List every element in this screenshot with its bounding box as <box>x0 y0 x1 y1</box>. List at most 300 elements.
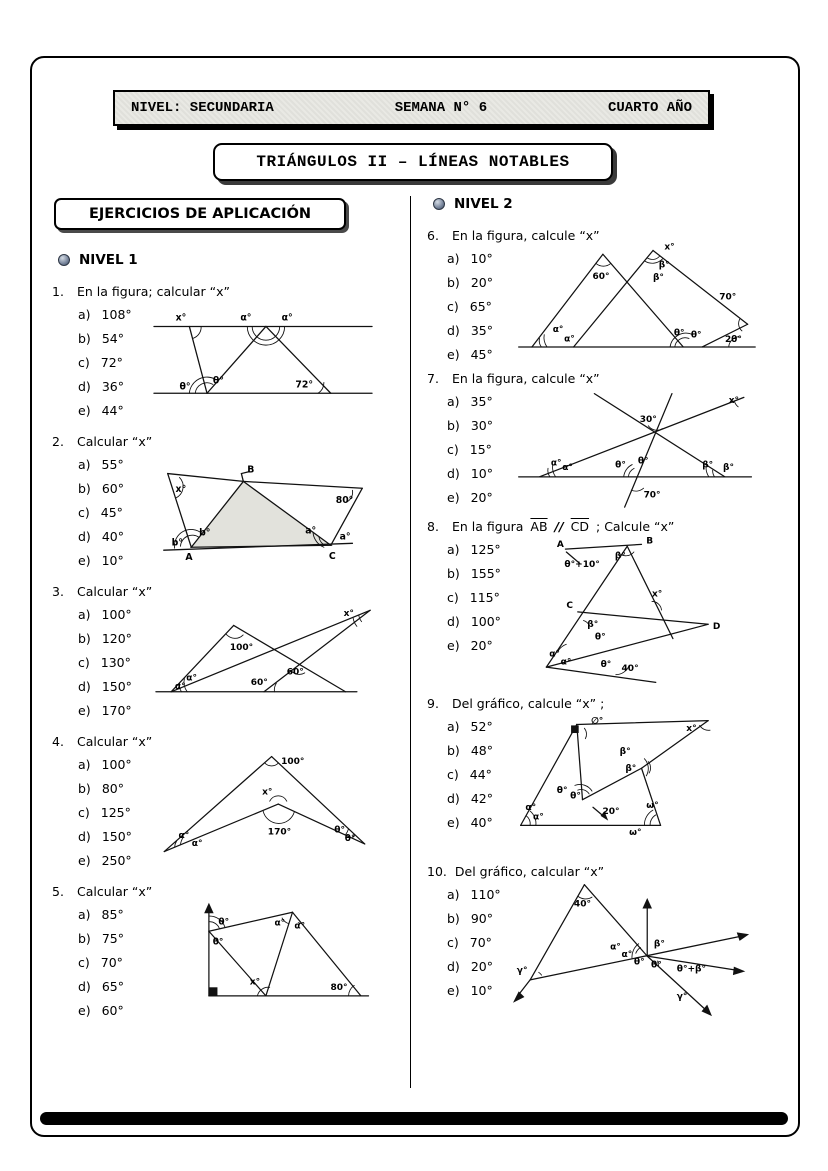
angle-label: θ° <box>218 917 230 928</box>
ejercicios-box-label: EJERCICIOS DE APLICACIÓN <box>88 206 312 222</box>
angle-label: θ° <box>212 375 224 387</box>
angle-label: α° <box>525 803 537 814</box>
vertex-label: B <box>646 536 654 547</box>
choices-list <box>427 719 513 830</box>
choice <box>78 481 150 496</box>
angle-label: α° <box>610 942 621 953</box>
choice <box>78 931 150 946</box>
angle-label: θ° <box>570 791 581 802</box>
figure-problem-2 <box>150 447 376 563</box>
angle-label: θ°+10° <box>564 560 600 571</box>
choice <box>447 323 513 338</box>
angle-label: θ° <box>594 632 606 643</box>
angle-label: x° <box>728 396 740 407</box>
angle-label: α° <box>549 649 560 660</box>
choice <box>447 935 513 950</box>
globe-bullet-icon <box>433 198 445 210</box>
figure-problem-7 <box>513 384 759 512</box>
angle-label: α° <box>174 681 186 692</box>
angle-label: θ° <box>615 460 626 471</box>
problem-4 <box>52 734 404 868</box>
choice-key: b) <box>447 418 460 433</box>
choice <box>78 979 150 994</box>
choice-value: 10° <box>101 553 124 568</box>
choice <box>78 331 150 346</box>
problem-number: 4. <box>52 734 64 749</box>
figure-problem-4 <box>150 747 378 863</box>
choice-key: d) <box>447 791 460 806</box>
angle-label: α° <box>532 812 544 823</box>
angle-label: α° <box>281 312 293 324</box>
choice-key: a) <box>78 757 91 772</box>
angle-label: 100° <box>229 643 254 654</box>
problem-number: 10. <box>427 864 447 879</box>
problem-5 <box>52 884 404 1018</box>
choice-key: d) <box>78 679 91 694</box>
header-level: NIVEL: SECUNDARIA <box>131 100 274 116</box>
angle-label: β° <box>587 620 599 631</box>
right-column <box>411 196 784 1088</box>
segment-ab-label: $\overline{AB}$ <box>530 519 548 534</box>
angle-label: 40° <box>621 663 639 674</box>
angle-label: α° <box>552 324 564 335</box>
problem-1 <box>52 284 404 418</box>
question-text: En la figura, calcule “x” <box>452 371 600 386</box>
choice-value: 54° <box>101 331 124 346</box>
angle-label: ω° <box>629 827 642 838</box>
choice-value: 125° <box>470 542 501 557</box>
problem-number: 3. <box>52 584 64 599</box>
choice <box>78 907 150 922</box>
segment-cd-label: $\overline{CD}$ <box>570 519 590 534</box>
angle-label: α° <box>274 918 286 929</box>
choice <box>447 275 513 290</box>
angle-label: x° <box>686 724 697 735</box>
choice <box>447 614 513 629</box>
angle-label: 20° <box>602 806 620 817</box>
choice <box>447 418 513 433</box>
parallel-symbol: // <box>554 519 564 534</box>
angle-label: 72° <box>295 379 314 391</box>
choice <box>447 743 513 758</box>
choice-value: 70° <box>100 955 123 970</box>
vertex-label: C <box>566 601 573 612</box>
problem-question <box>77 434 155 449</box>
choice-value: 36° <box>101 379 124 394</box>
choice <box>78 529 150 544</box>
choice-value: 125° <box>100 805 131 820</box>
figure-problem-9 <box>513 709 751 857</box>
angle-label: β° <box>653 939 665 950</box>
choice <box>447 590 513 605</box>
choice-key: a) <box>78 457 91 472</box>
choices-list <box>427 394 513 505</box>
choice <box>447 299 513 314</box>
nivel-1-heading <box>58 252 404 268</box>
choice <box>78 781 150 796</box>
problem-7 <box>427 371 784 512</box>
angle-label: θ° <box>600 660 612 671</box>
figure-problem-5 <box>150 897 378 1013</box>
choices-list <box>52 757 150 868</box>
choice-value: 60° <box>101 1003 124 1018</box>
worksheet-title <box>213 143 613 181</box>
angle-label: α° <box>240 312 252 324</box>
choice-value: 20° <box>470 959 493 974</box>
angle-label: x° <box>343 608 354 619</box>
choice <box>447 490 513 505</box>
choice-value: 100° <box>101 607 132 622</box>
choice <box>447 442 513 457</box>
angle-label: β° <box>619 746 631 757</box>
choice <box>447 719 513 734</box>
choice <box>78 307 150 322</box>
angle-label: θ° <box>637 456 649 467</box>
angle-label: 40° <box>573 899 592 910</box>
choices-list <box>52 307 150 418</box>
worksheet-title-text: TRIÁNGULOS II – LÍNEAS NOTABLES <box>256 153 570 171</box>
choice-key: e) <box>78 553 91 568</box>
angle-label: 70° <box>643 490 661 501</box>
choice-value: 70° <box>469 935 492 950</box>
choice-value: 150° <box>101 829 132 844</box>
choice-value: 65° <box>469 299 492 314</box>
choice <box>447 791 513 806</box>
choice-value: 120° <box>101 631 132 646</box>
angle-label: θ° <box>212 937 224 948</box>
choice-value: 60° <box>101 481 124 496</box>
choice-key: b) <box>78 331 91 346</box>
choice-value: 130° <box>100 655 131 670</box>
choice-key: a) <box>447 394 460 409</box>
angle-label: 100° <box>281 757 305 768</box>
choice-value: 10° <box>470 466 493 481</box>
choice <box>447 542 513 557</box>
vertex-label: B <box>247 464 255 476</box>
choice-value: 55° <box>101 457 124 472</box>
angle-label: x° <box>175 484 187 496</box>
choice-value: 44° <box>101 403 124 418</box>
angle-label: α° <box>191 838 203 849</box>
angle-label: 170° <box>267 827 292 838</box>
header-week: SEMANA N° 6 <box>394 100 488 116</box>
choice-value: 150° <box>101 679 132 694</box>
choice <box>78 1003 150 1018</box>
header-bar <box>113 90 710 126</box>
angle-label: α° <box>564 334 575 345</box>
choice-value: 155° <box>470 566 501 581</box>
problem-number: 2. <box>52 434 64 449</box>
choice-value: 10° <box>470 983 493 998</box>
choice-value: 20° <box>470 490 493 505</box>
choice-key: d) <box>447 323 460 338</box>
choice <box>447 347 513 362</box>
angle-label: θ° <box>690 330 702 341</box>
angle-label: β° <box>723 463 734 474</box>
choice-value: 20° <box>470 275 493 290</box>
question-text: Calcular “x” <box>77 584 153 599</box>
ejercicios-box <box>54 198 346 230</box>
choice-value: 10° <box>470 251 493 266</box>
content-columns <box>52 196 784 1088</box>
vertex-label: D <box>712 622 721 633</box>
choice-key: b) <box>447 911 460 926</box>
angle-label: α° <box>178 831 190 842</box>
problem-3 <box>52 584 404 718</box>
angle-label: x° <box>249 977 261 988</box>
choice <box>78 631 150 646</box>
angle-label: α° <box>560 657 572 668</box>
choice-key: b) <box>78 931 91 946</box>
choices-list <box>427 542 513 653</box>
choice-key: c) <box>78 955 90 970</box>
question-text: ; Calcule “x” <box>596 519 675 534</box>
choice-key: c) <box>447 590 459 605</box>
choice <box>78 955 150 970</box>
choice-key: a) <box>447 251 460 266</box>
choices-list <box>52 607 150 718</box>
choice <box>447 911 513 926</box>
choice-value: 44° <box>469 767 492 782</box>
angle-label: α° <box>186 673 197 684</box>
choice-value: 20° <box>470 638 493 653</box>
choice-key: e) <box>447 347 460 362</box>
angle-label: 80° <box>335 495 354 507</box>
choice <box>447 466 513 481</box>
choice-key: e) <box>447 490 460 505</box>
choice-key: d) <box>78 829 91 844</box>
choice-key: c) <box>447 935 459 950</box>
problem-number: 8. <box>427 519 439 534</box>
angle-label: 2θ° <box>724 335 742 346</box>
header-grade: CUARTO AÑO <box>607 100 692 116</box>
problem-number: 5. <box>52 884 64 899</box>
choice-key: a) <box>447 542 460 557</box>
choice-key: c) <box>78 655 90 670</box>
choice-key: d) <box>447 614 460 629</box>
choice <box>78 505 150 520</box>
choice-value: 90° <box>470 911 493 926</box>
question-text: En la figura, calcule “x” <box>452 228 600 243</box>
angle-label: a° <box>339 531 351 543</box>
choice-key: e) <box>78 853 91 868</box>
angle-label: α° <box>621 950 633 961</box>
figure-problem-3 <box>150 597 378 706</box>
choice <box>78 355 150 370</box>
choice <box>447 394 513 409</box>
choice-key: b) <box>447 566 460 581</box>
choice <box>447 566 513 581</box>
nivel-2-heading <box>433 196 784 212</box>
choice-value: 100° <box>101 757 132 772</box>
choice-key: d) <box>78 979 91 994</box>
choice-value: 45° <box>100 505 123 520</box>
problem-question <box>77 734 155 749</box>
choice-key: d) <box>447 466 460 481</box>
choice <box>447 887 513 902</box>
choice-key: d) <box>78 379 91 394</box>
problem-number: 1. <box>52 284 64 299</box>
angle-label: 70° <box>719 292 737 303</box>
angle-label: b° <box>199 527 211 539</box>
angle-label: x° <box>262 787 273 798</box>
choice <box>78 853 150 868</box>
choice-key: b) <box>78 631 91 646</box>
problem-10 <box>427 864 784 1020</box>
angle-label: θ° <box>344 834 356 845</box>
choice <box>447 638 513 653</box>
angle-label: β° <box>702 460 714 471</box>
choice-value: 65° <box>101 979 124 994</box>
choice-key: c) <box>447 299 459 314</box>
angle-label: 60° <box>592 271 610 282</box>
vertex-label: C <box>328 551 336 563</box>
choice-value: 170° <box>101 703 132 718</box>
choice-key: b) <box>447 743 460 758</box>
choice-key: a) <box>78 607 91 622</box>
choice-value: 35° <box>470 323 493 338</box>
angle-label: 80° <box>330 983 348 994</box>
nivel-2-label: NIVEL 2 <box>454 196 513 212</box>
question-text: Calcular “x” <box>77 734 153 749</box>
choice-key: c) <box>447 442 459 457</box>
angle-label: α° <box>562 463 573 474</box>
angle-label: θ° <box>556 785 568 796</box>
question-text: Del gráfico, calcule “x” ; <box>452 696 605 711</box>
angle-label: α° <box>550 458 562 469</box>
choice <box>447 815 513 830</box>
choice <box>78 805 150 820</box>
choice-key: c) <box>78 505 90 520</box>
choice-key: e) <box>78 1003 91 1018</box>
figure-problem-10 <box>513 877 751 1020</box>
left-column <box>52 196 404 1088</box>
angle-label: x° <box>175 312 187 324</box>
choice <box>78 379 150 394</box>
choice-key: e) <box>447 815 460 830</box>
angle-label: θ°+β° <box>676 964 707 975</box>
choice-value: 80° <box>101 781 124 796</box>
problem-8 <box>427 519 784 689</box>
choice-value: 72° <box>100 355 123 370</box>
choice-key: e) <box>78 703 91 718</box>
choice <box>447 959 513 974</box>
angle-label: 30° <box>639 414 657 425</box>
angle-label: β° <box>614 551 626 562</box>
question-text: Del gráfico, calcular “x” <box>454 864 605 879</box>
footer-bar <box>40 1112 788 1125</box>
choice-value: 115° <box>469 590 500 605</box>
choice-key: d) <box>78 529 91 544</box>
choice <box>78 757 150 772</box>
angle-label: θ° <box>334 825 346 836</box>
choice <box>78 553 150 568</box>
choice-value: 75° <box>101 931 124 946</box>
angle-label: γ° <box>516 966 528 977</box>
angle-label: θ° <box>651 960 662 971</box>
figure-problem-1 <box>150 297 376 407</box>
choice-value: 100° <box>470 614 501 629</box>
choice-key: b) <box>447 275 460 290</box>
question-text: Calcular “x” <box>77 434 153 449</box>
choice <box>447 251 513 266</box>
choice-key: a) <box>78 907 91 922</box>
angle-label: ω° <box>646 801 659 812</box>
choice-value: 48° <box>470 743 493 758</box>
choice-value: 35° <box>470 394 493 409</box>
choice <box>78 703 150 718</box>
choice-key: d) <box>447 959 460 974</box>
globe-bullet-icon <box>58 254 70 266</box>
choice-key: a) <box>78 307 91 322</box>
choice-key: c) <box>78 805 90 820</box>
choice-key: e) <box>78 403 91 418</box>
angle-label: α° <box>294 921 306 932</box>
choice-key: e) <box>447 983 460 998</box>
problem-question <box>77 884 155 899</box>
choice-value: 40° <box>470 815 493 830</box>
choice-value: 42° <box>470 791 493 806</box>
choice-value: 52° <box>470 719 493 734</box>
angle-label: ∅° <box>591 716 604 727</box>
choices-list <box>52 907 150 1018</box>
angle-label: θ° <box>633 957 645 968</box>
figure-problem-6 <box>513 241 759 364</box>
choice-key: c) <box>447 767 459 782</box>
choice-value: 45° <box>470 347 493 362</box>
angle-label: β° <box>653 272 664 283</box>
angle-label: θ° <box>673 328 685 339</box>
choice <box>447 767 513 782</box>
problem-2 <box>52 434 404 568</box>
choice <box>78 607 150 622</box>
choice-value: 250° <box>101 853 132 868</box>
question-text: Calcular “x” <box>77 884 153 899</box>
vertex-label: A <box>556 540 564 551</box>
choices-list <box>52 457 150 568</box>
problem-9 <box>427 696 784 857</box>
angle-label: γ° <box>676 991 688 1002</box>
question-text: En la figura; calcular “x” <box>77 284 231 299</box>
angle-label: a° <box>305 525 317 537</box>
figure-problem-8 <box>513 532 751 689</box>
choices-list <box>427 887 513 998</box>
choice <box>78 457 150 472</box>
choice-key: c) <box>78 355 90 370</box>
problem-question <box>77 584 155 599</box>
choice-key: b) <box>78 781 91 796</box>
choice-value: 40° <box>101 529 124 544</box>
choice <box>78 679 150 694</box>
choice-key: a) <box>447 719 460 734</box>
angle-label: 60° <box>250 678 268 689</box>
problem-number: 9. <box>427 696 439 711</box>
choice-value: 108° <box>101 307 132 322</box>
angle-label: β° <box>625 764 637 775</box>
angle-label: x° <box>664 242 675 253</box>
choice <box>78 829 150 844</box>
question-text: En la figura <box>452 519 524 534</box>
problem-6 <box>427 228 784 364</box>
angle-label: x° <box>651 589 663 600</box>
vertex-label: A <box>185 552 193 563</box>
choice <box>78 655 150 670</box>
choice-key: b) <box>78 481 91 496</box>
angle-label: β° <box>658 260 670 271</box>
choice-value: 85° <box>101 907 124 922</box>
choice-key: e) <box>447 638 460 653</box>
choices-list <box>427 251 513 362</box>
